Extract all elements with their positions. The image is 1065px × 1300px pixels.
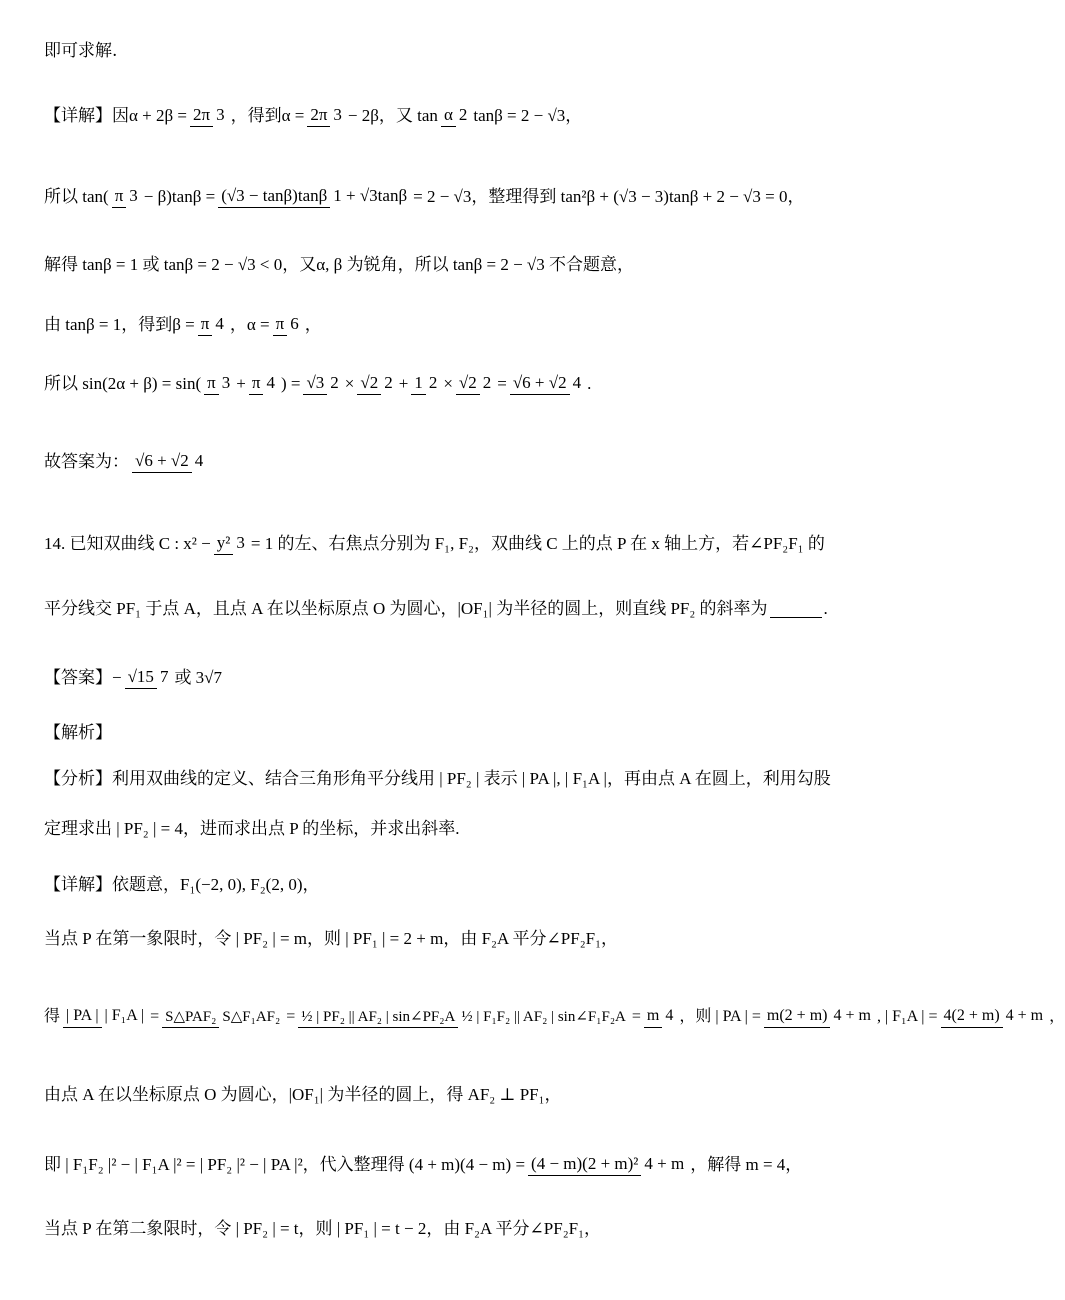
text-line	[44, 40, 876, 62]
section-tag: 【答案】	[44, 667, 112, 688]
section-tag: 【详解】	[44, 875, 112, 895]
question-line: 14. 已知双曲线 C : x² − y² 3 = 1 的左、右焦点分别为 F₁, F₂，双曲线 C 上的点 P 在 x 轴上方，若∠PF₂F₁ 的	[44, 532, 876, 555]
fraction: ½ | PF₂ || AF₂ | sin∠PF₂A ½ | F₁F₂ || AF₂ | sin∠F₁F₂A	[298, 1006, 629, 1028]
text-line: 得 | PA | | F₁A | = S△PAF₂ S△F₁AF₂ = ½ | PF₂ || AF₂ | sin∠PF₂A ½ | F₁F₂ || AF₂ | sin∠F₁F₂A = m 4 ，则 | PA | = m(2 + m) 4 + m , | F₁A | = 4(2 + m) 4 + m ，	[44, 1005, 876, 1028]
text-line: 【答案】 − √15 7 或 3√7	[44, 667, 223, 688]
text-line: 由点 A 在以坐标原点 O 为圆心，|OF₁| 为半径的圆上，得 AF₂ ⊥ PF₁，	[44, 1085, 562, 1104]
section-tag: 【解析】	[44, 723, 112, 743]
text-line: 【详解】 依题意，F₁(−2, 0), F₂(2, 0)，	[44, 875, 320, 895]
fraction: π 3	[204, 372, 233, 395]
fraction: S△PAF₂ S△F₁AF₂	[162, 1006, 283, 1028]
fraction: 2π 3	[307, 104, 345, 127]
fraction: π 3	[112, 185, 141, 208]
fraction: 2π 3	[190, 104, 228, 127]
fraction: m 4	[644, 1005, 676, 1028]
fraction: √2 2	[456, 372, 494, 395]
section-tag: 【分析】	[44, 769, 112, 789]
fraction: | PA | | F₁A |	[63, 1005, 147, 1028]
text-line	[44, 722, 876, 744]
text-line: 即 | F₁F₂ |² − | F₁A |² = | PF₂ |² − | PA |²，代入整理得 (4 + m)(4 − m) = (4 − m)(2 + m)² 4 + m ，解得 m = 4，	[44, 1153, 876, 1176]
text-line: 所以 tan( π 3 − β)tanβ = (√3 − tanβ)tanβ 1 + √3tanβ = 2 − √3，整理得到 tan²β + (√3 − 3)tanβ + 2 − √3 = 0，	[44, 185, 876, 208]
text-line: 【详解】 因α + 2β = 2π 3 ，得到α = 2π 3 − 2β，又 tan α 2 tanβ = 2 − √3，	[44, 105, 583, 126]
fraction: π 4	[249, 372, 278, 395]
fraction: 4(2 + m) 4 + m	[941, 1005, 1047, 1028]
text-line: 由 tanβ = 1，得到β = π 4 ，α = π 6 ，	[44, 313, 876, 336]
text-line: 所以 sin(2α + β) = sin( π 3 + π 4 ) = √3 2 × √2 2 + 1 2 × √2 2 = √6 + √2 4 .	[44, 372, 876, 395]
fraction: m(2 + m) 4 + m	[764, 1005, 874, 1028]
fraction: π 6	[273, 313, 302, 336]
section-tag: 【详解】	[44, 105, 112, 126]
fraction: √2 2	[357, 372, 395, 395]
text-line: 故答案为： √6 + √2 4	[44, 450, 876, 473]
text: 即可求解.	[44, 41, 118, 61]
answer-blank	[770, 601, 822, 618]
fraction: √6 + √2 4	[510, 372, 584, 395]
fraction: (√3 − tanβ)tanβ 1 + √3tanβ	[218, 185, 410, 208]
fraction: (4 − m)(2 + m)² 4 + m	[528, 1153, 687, 1176]
question-line: 平分线交 PF₁ 于点 A，且点 A 在以坐标原点 O 为圆心，|OF₁| 为半径的圆上，则直线 PF₂ 的斜率为 .	[44, 599, 828, 618]
fraction: √3 2	[303, 372, 341, 395]
text-line: 解得 tanβ = 1 或 tanβ = 2 − √3 < 0，又α, β 为锐角，所以 tanβ = 2 − √3 不合题意，	[44, 255, 634, 274]
fraction: π 4	[198, 313, 227, 336]
text-line: 当点 P 在第一象限时，令 | PF₂ | = m，则 | PF₁ | = 2 + m，由 F₂A 平分∠PF₂F₁，	[44, 929, 618, 948]
text-line: 定理求出 | PF₂ | = 4，进而求出点 P 的坐标，并求出斜率.	[44, 819, 460, 838]
text-line: 【分析】 利用双曲线的定义、结合三角形角平分线用 | PF₂ | 表示 | PA |, | F₁A |，再由点 A 在圆上，利用勾股	[44, 769, 831, 789]
fraction: α 2	[441, 104, 470, 127]
fraction: √15 7	[125, 666, 172, 689]
fraction: 1 2	[411, 372, 440, 395]
fraction: y² 3	[214, 532, 248, 555]
text-line: 当点 P 在第二象限时，令 | PF₂ | = t，则 | PF₁ | = t − 2，由 F₂A 平分∠PF₂F₁，	[44, 1219, 601, 1238]
fraction: √6 + √2 4	[132, 450, 206, 473]
